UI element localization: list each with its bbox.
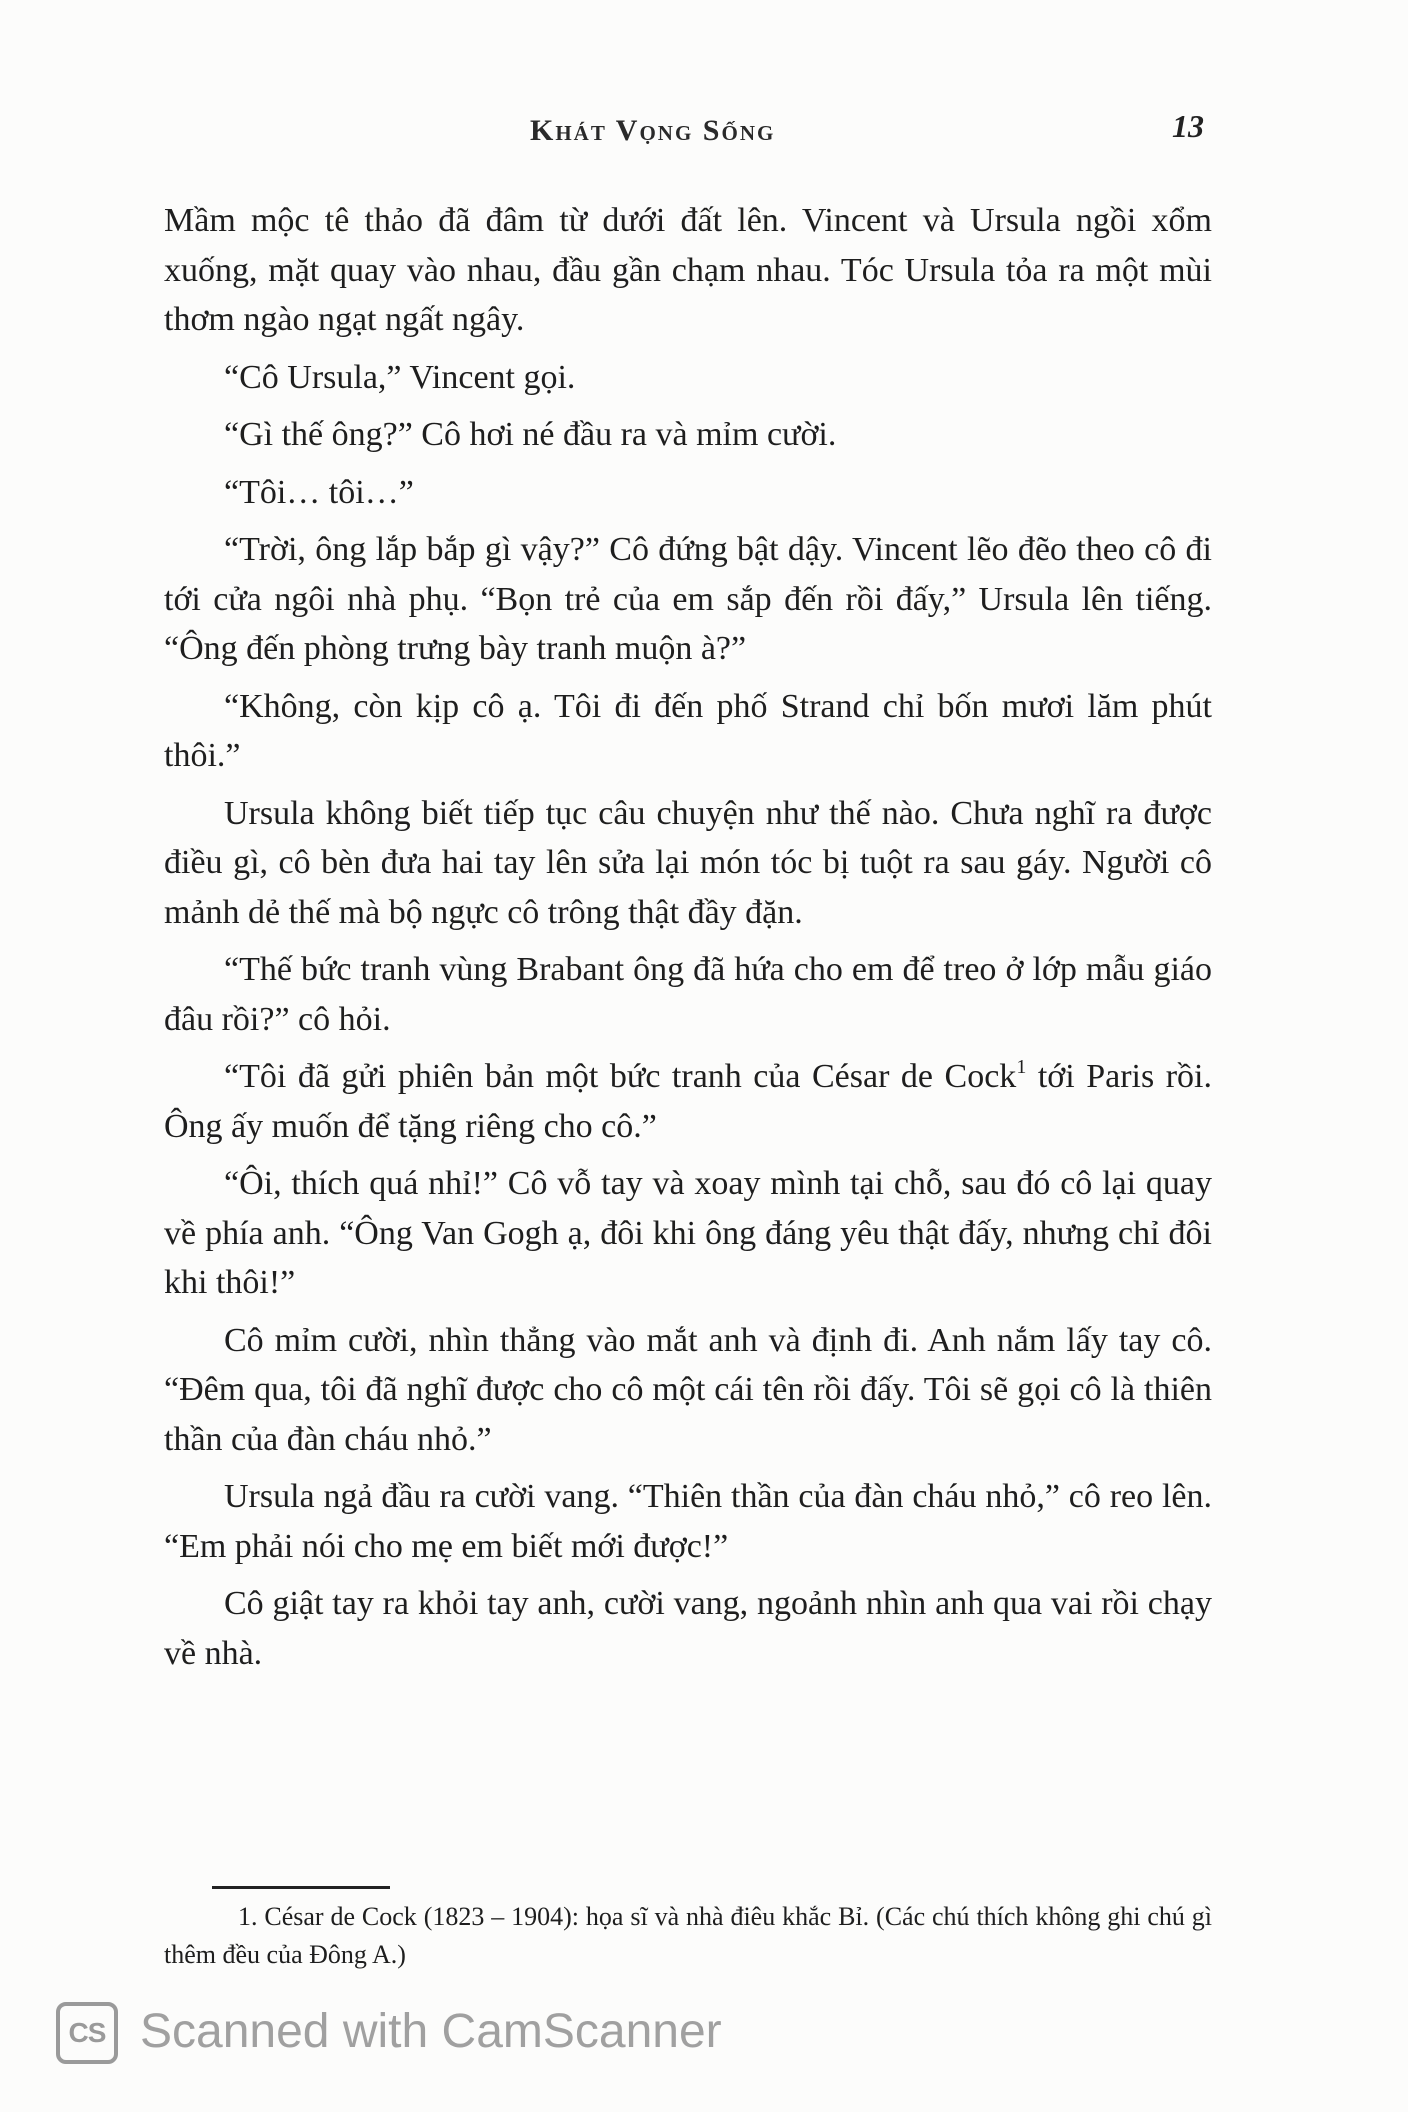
footnote: 1. César de Cock (1823 – 1904): họa sĩ và nhà điêu khắc Bỉ. (Các chú thích không ghi chú gì thêm đều của Đông A.) — [164, 1902, 1212, 1969]
paragraph: “Thế bức tranh vùng Brabant ông đã hứa cho em để treo ở lớp mẫu giáo đâu rồi?” cô hỏi. — [164, 951, 1212, 1038]
watermark-text: Scanned with CamScanner — [140, 2005, 722, 2058]
paragraph: “Không, còn kịp cô ạ. Tôi đi đến phố Strand chỉ bốn mươi lăm phút thôi.” — [164, 687, 1212, 774]
footnote-reference[interactable]: 1 — [1016, 1056, 1027, 1078]
paragraph: “Cô Ursula,” Vincent gọi. — [224, 358, 576, 396]
paragraph-with-footnote-ref — [164, 1052, 1212, 1151]
paragraph: Mầm mộc tê thảo đã đâm từ dưới đất lên. Vincent và Ursula ngồi xổm xuống, mặt quay vào nhau, đầu gần chạm nhau. Tóc Ursula tỏa ra một mùi thơm ngào ngạt ngất ngây. — [164, 202, 1212, 338]
paragraph: “Ôi, thích quá nhỉ!” Cô vỗ tay và xoay mình tại chỗ, sau đó cô lại quay về phía anh. “Ông Van Gogh ạ, đôi khi ông đáng yêu thật đấy, nhưng chỉ đôi khi thôi!” — [164, 1165, 1212, 1301]
book-title: Khát Vọng Sống — [530, 114, 776, 147]
paragraph-text-continued: tới Paris rồi. Ông ấy muốn để tặng riêng cho cô.” — [164, 1058, 1213, 1145]
paragraph: “Tôi… tôi…” — [224, 473, 414, 511]
footnote-divider — [212, 1886, 390, 1889]
paragraph: Cô giật tay ra khỏi tay anh, cười vang, ngoảnh nhìn anh qua vai rồi chạy về nhà. — [164, 1585, 1212, 1672]
page-number: 13 — [1172, 108, 1204, 144]
paragraph: “Trời, ông lắp bắp gì vậy?” Cô đứng bật dậy. Vincent lẽo đẽo theo cô đi tới cửa ngôi nhà phụ. “Bọn trẻ của em sắp đến rồi đấy,” Ursula lên tiếng. “Ông đến phòng trưng bày tranh muộn à?” — [164, 531, 1212, 667]
paragraph: Ursula không biết tiếp tục câu chuyện như thế nào. Chưa nghĩ ra được điều gì, cô bèn đưa hai tay lên sửa lại món tóc bị tuột ra sau gáy. Người cô mảnh dẻ thế mà bộ ngực cô trông thật đầy đặn. — [164, 794, 1212, 931]
paragraph-text: “Tôi đã gửi phiên bản một bức tranh của César de Cock — [224, 1058, 1017, 1095]
paragraph: Cô mỉm cười, nhìn thẳng vào mắt anh và định đi. Anh nắm lấy tay cô. “Đêm qua, tôi đã nghĩ được cho cô một cái tên rồi đấy. Tôi sẽ gọi cô là thiên thần của đàn cháu nhỏ.” — [164, 1321, 1212, 1458]
paragraph: Ursula ngả đầu ra cười vang. “Thiên thần của đàn cháu nhỏ,” cô reo lên. “Em phải nói cho mẹ em biết mới được!” — [164, 1478, 1212, 1565]
running-head — [0, 108, 1408, 148]
camscanner-watermark — [56, 1996, 756, 2076]
paragraph: “Gì thế ông?” Cô hơi né đầu ra và mỉm cười. — [224, 416, 837, 453]
camscanner-logo-icon: CS — [56, 2002, 118, 2064]
body-text — [164, 196, 1212, 1686]
